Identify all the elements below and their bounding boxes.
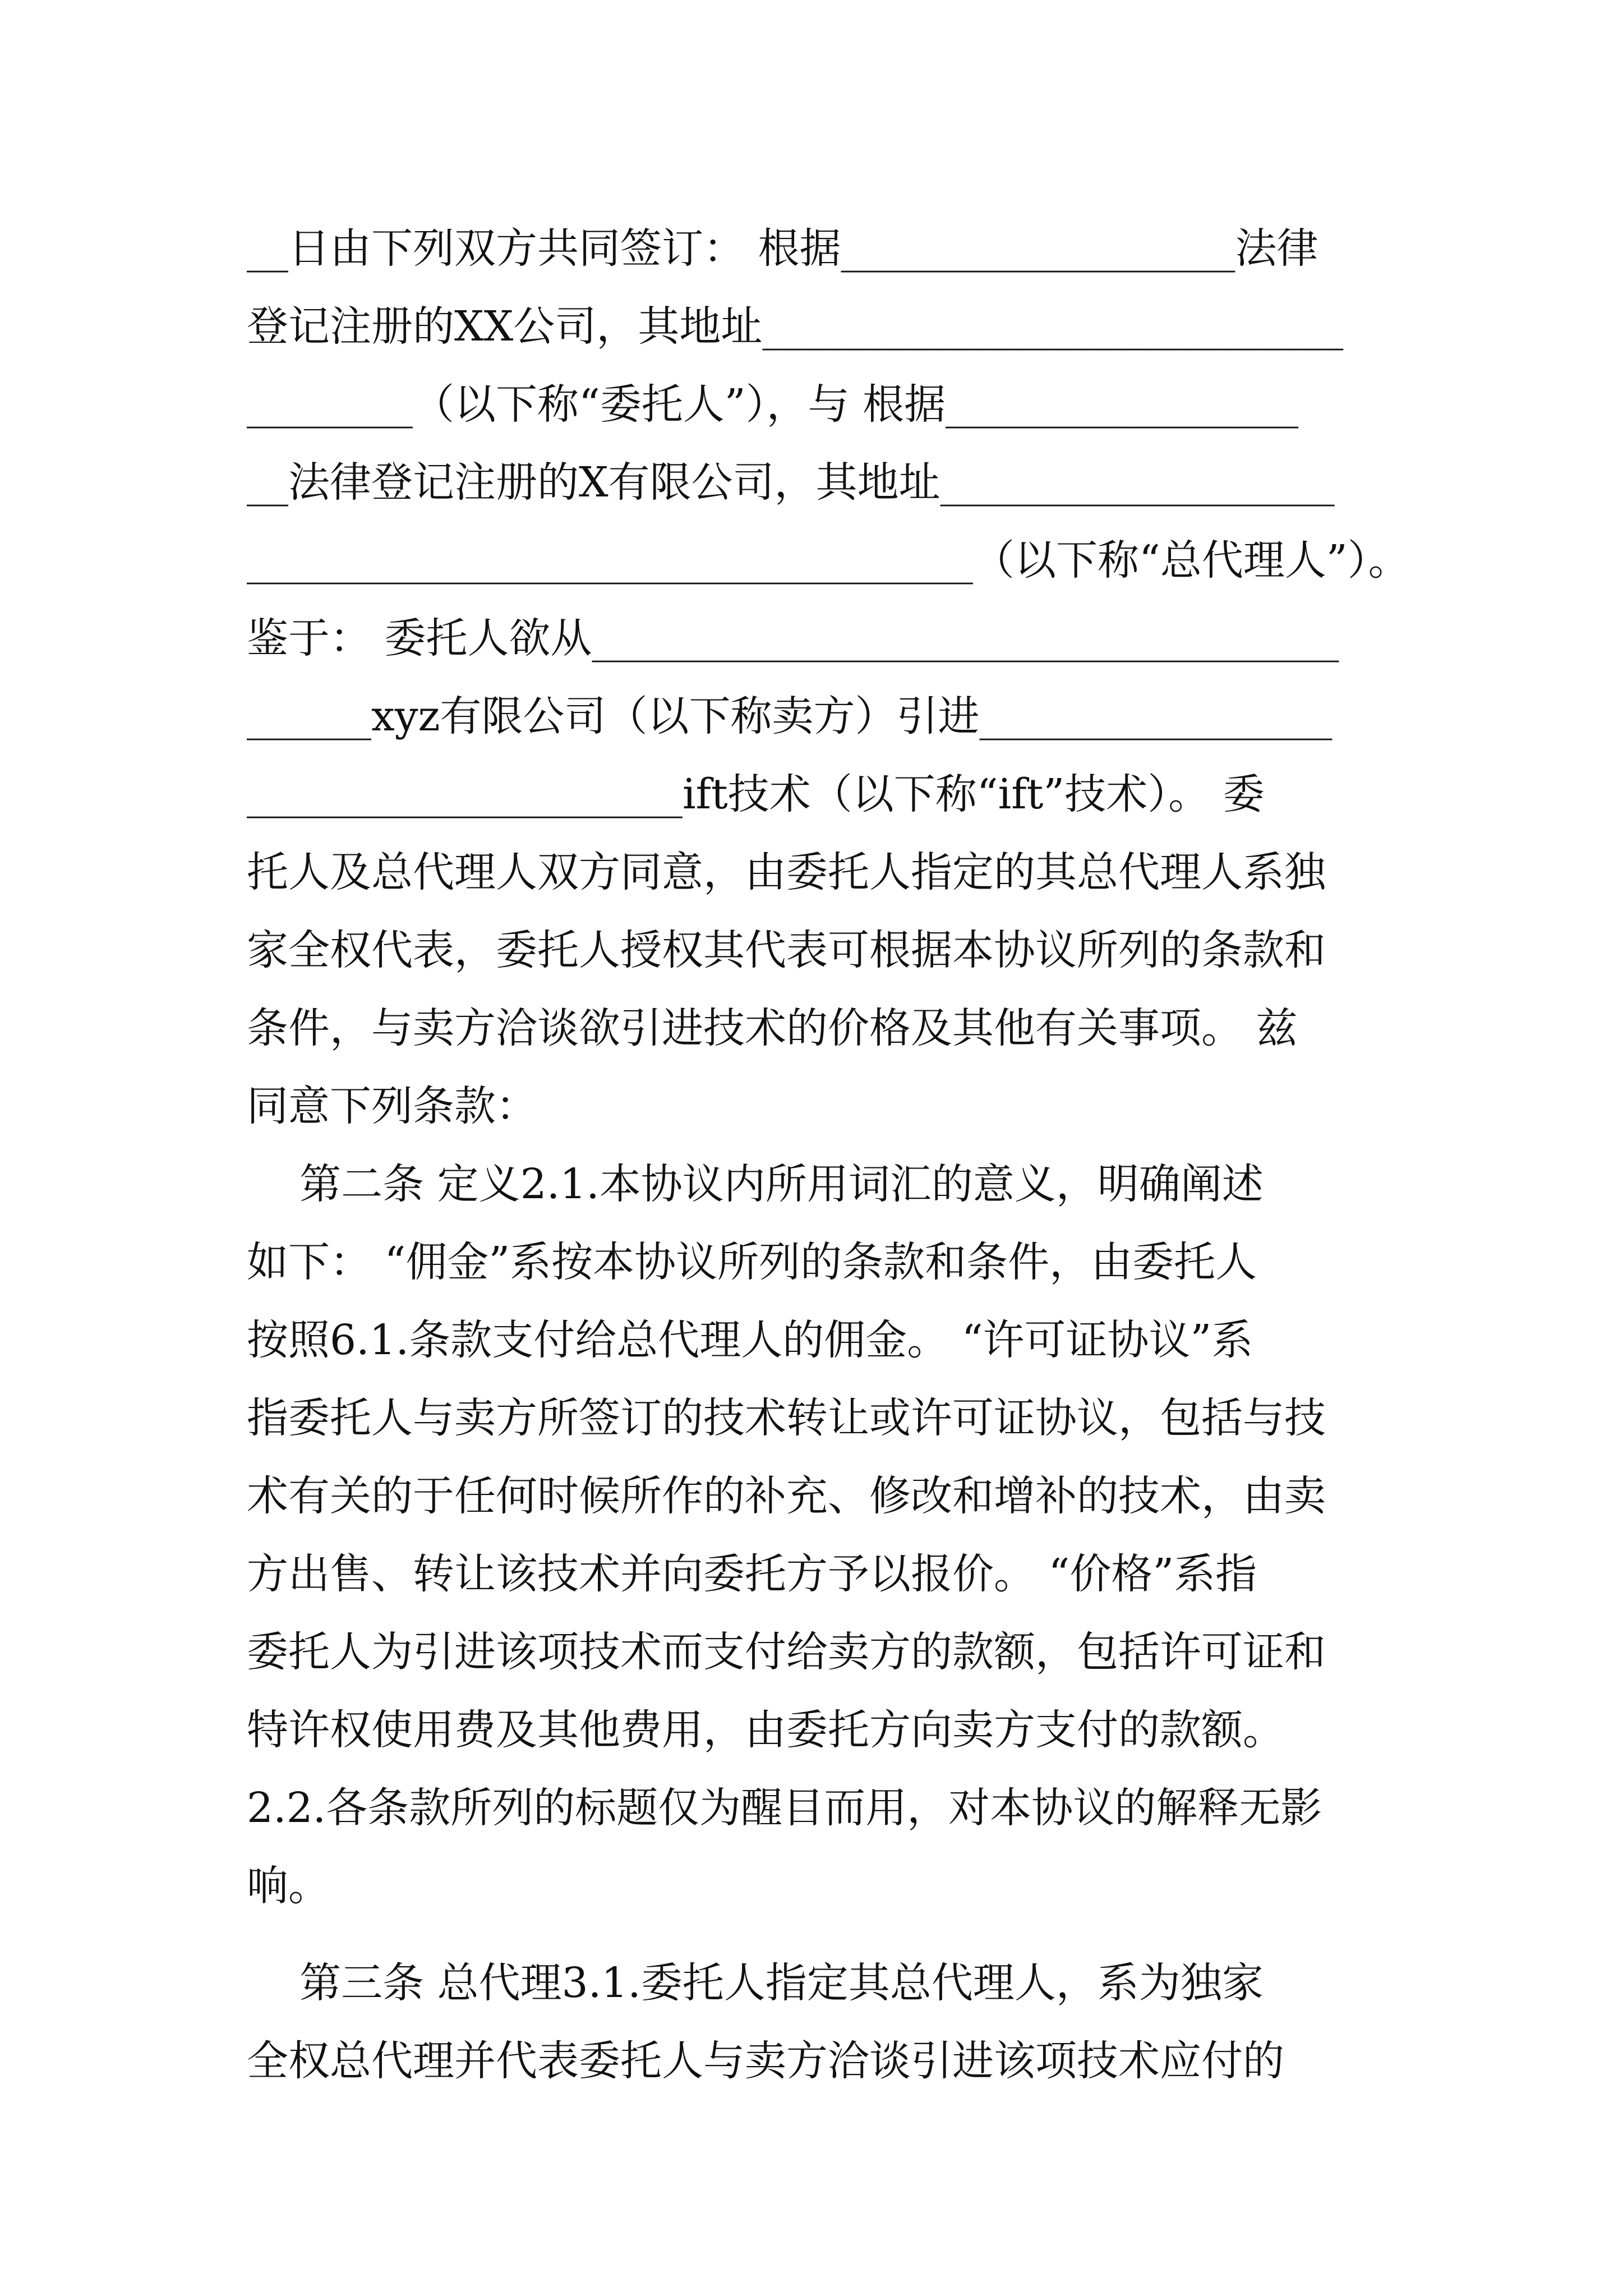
text-line: 登记注册的XX公司，其地址____________________________ bbox=[247, 302, 1344, 351]
text-line: 响。 bbox=[247, 1862, 330, 1910]
text-line: 全权总代理并代表委托人与卖方洽谈引进该项技术应付的 bbox=[247, 2037, 1284, 2085]
text-line: 术有关的于任何时候所作的补充、修改和增补的技术，由卖 bbox=[247, 1472, 1326, 1520]
text-line: 同意下列条款： bbox=[247, 1082, 537, 1130]
paragraph-gap bbox=[247, 1925, 1380, 1944]
text-line: ______xyz有限公司（以下称卖方）引进_________________ bbox=[247, 692, 1332, 740]
text-line: 委托人为引进该项技术而支付给卖方的款额，包括许可证和 bbox=[247, 1628, 1326, 1676]
text-line: 条件，与卖方洽谈欲引进技术的价格及其他有关事项。 兹 bbox=[247, 1004, 1298, 1052]
text-line: 按照6.1.条款支付给总代理人的佣金。 “许可证协议”系 bbox=[247, 1316, 1253, 1364]
text-line: __日由下列双方共同签订： 根据___________________法律 bbox=[247, 224, 1318, 273]
text-line: 2.2.各条款所列的标题仅为醒目而用，对本协议的解释无影 bbox=[247, 1784, 1322, 1832]
text-line: 方出售、转让该技术并向委托方予以报价。 “价格”系指 bbox=[247, 1550, 1257, 1598]
text-line: 指委托人与卖方所签订的技术转让或许可证协议，包括与技 bbox=[247, 1394, 1326, 1442]
text-line: 托人及总代理人双方同意，由委托人指定的其总代理人系独 bbox=[247, 848, 1326, 896]
text-line: 如下： “佣金”系按本协议所列的条款和条件，由委托人 bbox=[247, 1238, 1257, 1286]
text-line: __法律登记注册的X有限公司，其地址___________________ bbox=[247, 458, 1335, 507]
text-line: ________（以下称“委托人”），与 根据_________________ bbox=[247, 380, 1299, 429]
section-heading-article-2: 第二条 定义2.1.本协议内所用词汇的意义，明确阐述 bbox=[247, 1160, 1264, 1208]
text-line: ___________________________________（以下称“总代理人”）。 bbox=[247, 536, 1410, 585]
text-line: 特许权使用费及其他费用，由委托方向卖方支付的款额。 bbox=[247, 1706, 1284, 1754]
text-line: _____________________ift技术（以下称“ift”技术）。 委 bbox=[247, 770, 1265, 818]
section-heading-article-3: 第三条 总代理3.1.委托人指定其总代理人，系为独家 bbox=[247, 1959, 1264, 2007]
text-line: 家全权代表，委托人授权其代表可根据本协议所列的条款和 bbox=[247, 926, 1326, 974]
document-body bbox=[247, 210, 1410, 2100]
text-line: 鉴于： 委托人欲从____________________________________ bbox=[247, 614, 1339, 662]
